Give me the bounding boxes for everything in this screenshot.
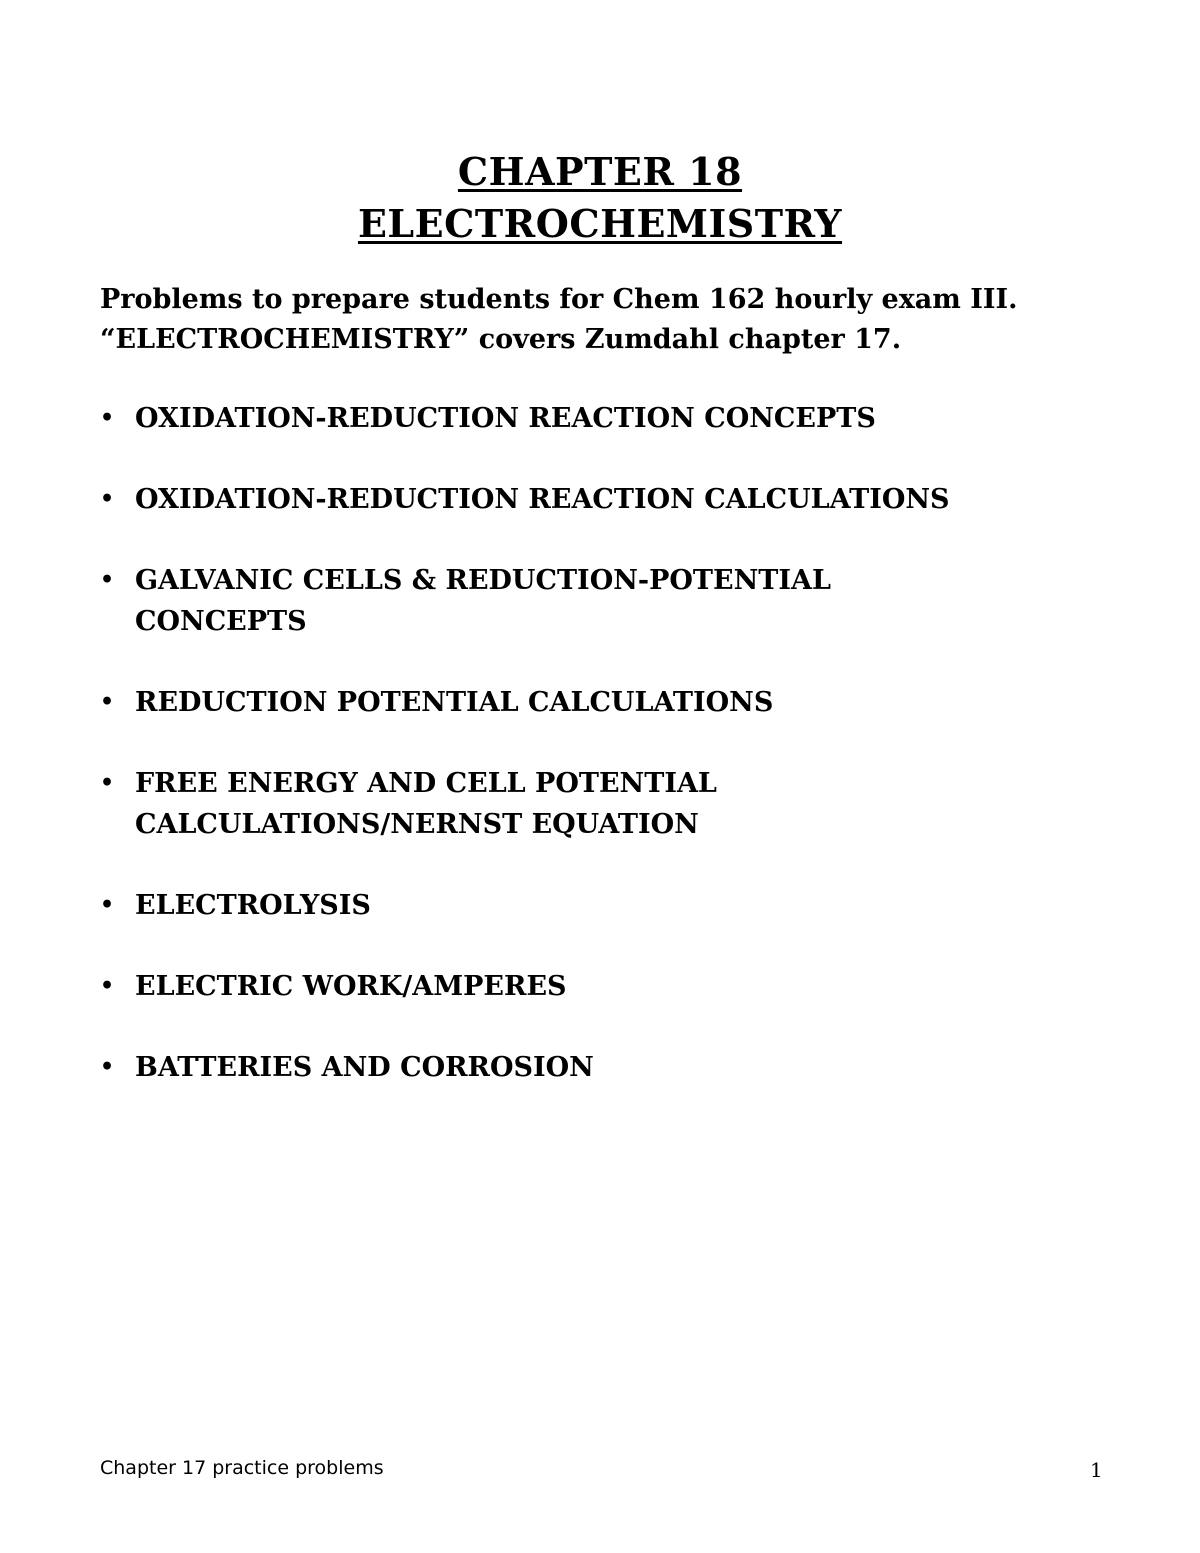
topic-item [100, 763, 1120, 845]
topic-text: ELECTRIC WORK/AMPERES [135, 971, 567, 1002]
bullet-icon: • [100, 892, 115, 918]
bullet-icon: • [100, 770, 115, 796]
bullet-icon: • [100, 689, 115, 715]
topic-list [100, 398, 1120, 1128]
topic-item [100, 479, 1120, 520]
chapter-subject-heading: ELECTROCHEMISTRY [357, 201, 843, 246]
footer-title: Chapter 17 practice problems [100, 1457, 384, 1479]
bullet-icon: • [100, 1054, 115, 1080]
topic-text-line-1: GALVANIC CELLS & REDUCTION-POTENTIAL [135, 565, 831, 596]
topic-text-line-1: FREE ENERGY AND CELL POTENTIAL [135, 768, 717, 799]
intro-line-2: “ELECTROCHEMISTRY” covers Zumdahl chapter 17. [100, 324, 902, 355]
topic-text-line-2: CALCULATIONS/NERNST EQUATION [135, 809, 699, 840]
topic-item [100, 885, 1120, 926]
topic-item [100, 1047, 1120, 1088]
topic-item [100, 966, 1120, 1007]
page-title [0, 146, 1200, 250]
bullet-icon: • [100, 405, 115, 431]
topic-item [100, 682, 1120, 723]
topic-item [100, 560, 1120, 642]
intro-line-1: Problems to prepare students for Chem 162 hourly exam III. [100, 284, 1018, 315]
intro-paragraph [100, 280, 1120, 360]
topic-text: OXIDATION-REDUCTION REACTION CONCEPTS [135, 403, 876, 434]
topic-item [100, 398, 1120, 439]
bullet-icon: • [100, 486, 115, 512]
topic-text: BATTERIES AND CORROSION [135, 1052, 594, 1083]
bullet-icon: • [100, 973, 115, 999]
bullet-icon: • [100, 567, 115, 593]
topic-text: OXIDATION-REDUCTION REACTION CALCULATIONS [135, 484, 950, 515]
topic-text-line-2: CONCEPTS [135, 606, 307, 637]
topic-text: ELECTROLYSIS [135, 890, 371, 921]
chapter-heading: CHAPTER 18 [457, 149, 743, 194]
page-number: 1 [1090, 1458, 1103, 1482]
topic-text: REDUCTION POTENTIAL CALCULATIONS [135, 687, 774, 718]
